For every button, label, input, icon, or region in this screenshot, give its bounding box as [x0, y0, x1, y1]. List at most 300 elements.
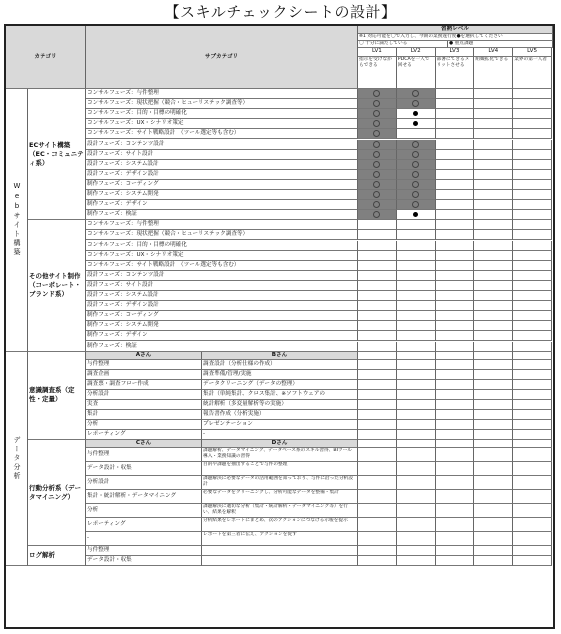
level-cell-lv1[interactable]	[358, 140, 397, 150]
level-cell-lv2[interactable]	[397, 430, 436, 440]
level-cell-lv4[interactable]	[474, 119, 513, 129]
level-cell-lv1[interactable]	[358, 504, 397, 518]
check-circle-icon	[373, 191, 380, 198]
level-cell-lv1[interactable]	[358, 448, 397, 462]
level-cell-lv1[interactable]	[358, 160, 397, 170]
level-cell-lv3[interactable]	[436, 546, 475, 556]
check-circle-icon	[373, 110, 380, 117]
data-row-a: レポーティング	[86, 518, 202, 532]
subcategory-row: コンサルフェーズ：現状把握（競合・ヒューリステック調査等）	[86, 99, 358, 109]
level-cell-lv3[interactable]	[436, 380, 475, 390]
level-cell-lv5[interactable]	[513, 518, 552, 532]
level-cell-lv3[interactable]	[436, 160, 475, 170]
level-cell-lv5[interactable]	[513, 556, 552, 566]
level-cell-lv5[interactable]	[513, 400, 552, 410]
check-circle-icon	[412, 201, 419, 208]
level-cell-lv2[interactable]	[397, 261, 436, 271]
level-cell-lv4[interactable]	[474, 89, 513, 99]
level-cell-lv1[interactable]	[358, 251, 397, 261]
level-cell-lv5[interactable]	[513, 301, 552, 311]
level-cell-lv5[interactable]	[513, 311, 552, 321]
group-label: ログ解析	[28, 546, 86, 566]
level-cell-lv3[interactable]	[436, 556, 475, 566]
level-header-4: LV4	[474, 48, 513, 57]
level-desc-2: PDCAを一人で回せる	[397, 57, 436, 89]
level-cell-lv4[interactable]	[474, 410, 513, 420]
level-cell-lv5[interactable]	[513, 271, 552, 281]
level-cell-lv1[interactable]	[358, 440, 397, 448]
data-row-a: 与件整理	[86, 546, 202, 556]
level-cell-lv2[interactable]	[397, 251, 436, 261]
level-cell-lv4[interactable]	[474, 210, 513, 220]
level-cell-lv5[interactable]	[513, 331, 552, 341]
level-cell-lv1[interactable]	[358, 400, 397, 410]
level-cell-lv3[interactable]	[436, 532, 475, 546]
level-cell-lv2[interactable]	[397, 546, 436, 556]
level-cell-lv4[interactable]	[474, 490, 513, 504]
legend-circle: 〇 十分に満たしている	[358, 41, 448, 48]
level-cell-lv1[interactable]	[358, 261, 397, 271]
level-cell-lv4[interactable]	[474, 311, 513, 321]
level-cell-lv5[interactable]	[513, 180, 552, 190]
level-cell-lv5[interactable]	[513, 532, 552, 546]
group-label: 行動分析系（データマイニング）	[28, 440, 86, 545]
level-cell-lv4[interactable]	[474, 556, 513, 566]
level-instruction: ※1 対応可能を〇で入力し、今期の業務遂行度●を選択してください	[358, 34, 553, 41]
level-cell-lv3[interactable]	[436, 170, 475, 180]
level-cell-lv1[interactable]	[358, 546, 397, 556]
subcategory-header: サブカテゴリ	[86, 26, 358, 89]
level-cell-lv3[interactable]	[436, 342, 475, 352]
level-cell-lv1[interactable]	[358, 220, 397, 230]
level-cell-lv5[interactable]	[513, 99, 552, 109]
level-cell-lv5[interactable]	[513, 261, 552, 271]
data-row-a: 分析	[86, 420, 202, 430]
level-cell-lv1[interactable]	[358, 342, 397, 352]
level-cell-lv4[interactable]	[474, 420, 513, 430]
level-cell-lv3[interactable]	[436, 140, 475, 150]
priority-dot-icon	[413, 212, 418, 217]
check-circle-icon	[373, 181, 380, 188]
level-cell-lv4[interactable]	[474, 190, 513, 200]
level-cell-lv2[interactable]	[397, 129, 436, 139]
level-cell-lv3[interactable]	[436, 210, 475, 220]
level-cell-lv1[interactable]	[358, 420, 397, 430]
level-cell-lv5[interactable]	[513, 476, 552, 490]
subcategory-row: コンサルフェーズ：与件整理	[86, 89, 358, 99]
group-label: 意識調査系（定性・定量）	[28, 352, 86, 441]
data-row-a: 調査企画	[86, 370, 202, 380]
level-cell-lv4[interactable]	[474, 140, 513, 150]
data-row-a: 調査票・調査フロー作成	[86, 380, 202, 390]
level-cell-lv5[interactable]	[513, 170, 552, 180]
level-cell-lv3[interactable]	[436, 301, 475, 311]
level-cell-lv3[interactable]	[436, 99, 475, 109]
subcategory-row: コンサルフェーズ：UX・シナリオ策定	[86, 119, 358, 129]
level-cell-lv4[interactable]	[474, 230, 513, 240]
subcategory-row: 制作フェーズ：検証	[86, 210, 358, 220]
level-cell-lv3[interactable]	[436, 311, 475, 321]
level-cell-lv3[interactable]	[436, 360, 475, 370]
level-cell-lv5[interactable]	[513, 370, 552, 380]
level-cell-lv1[interactable]	[358, 321, 397, 331]
level-cell-lv1[interactable]	[358, 352, 397, 360]
data-row-b: 課題解決に必要なデータの活用範囲を知っており、与件に沿った分析設計	[202, 476, 358, 490]
data-row-a: 分析設計	[86, 390, 202, 400]
level-cell-lv1[interactable]	[358, 380, 397, 390]
level-cell-lv5[interactable]	[513, 140, 552, 150]
level-cell-lv5[interactable]	[513, 546, 552, 556]
check-circle-icon	[373, 120, 380, 127]
level-cell-lv2[interactable]	[397, 400, 436, 410]
level-cell-lv5[interactable]	[513, 281, 552, 291]
level-cell-lv4[interactable]	[474, 220, 513, 230]
level-cell-lv3[interactable]	[436, 400, 475, 410]
level-header-5: LV5	[513, 48, 552, 57]
level-cell-lv1[interactable]	[358, 311, 397, 321]
page-title: 【スキルチェックシートの設計】	[164, 3, 397, 21]
data-row-a: データ設計・収集	[86, 462, 202, 476]
level-cell-lv3[interactable]	[436, 420, 475, 430]
level-cell-lv1[interactable]	[358, 230, 397, 240]
level-cell-lv3[interactable]	[436, 462, 475, 476]
level-cell-lv4[interactable]	[474, 170, 513, 180]
level-cell-lv5[interactable]	[513, 241, 552, 251]
priority-dot-icon	[413, 121, 418, 126]
level-cell-lv5[interactable]	[513, 360, 552, 370]
level-cell-lv4[interactable]	[474, 331, 513, 341]
level-cell-lv4[interactable]	[474, 342, 513, 352]
level-cell-lv2[interactable]	[397, 311, 436, 321]
level-cell-lv3[interactable]	[436, 331, 475, 341]
level-cell-lv5[interactable]	[513, 390, 552, 400]
level-cell-lv2[interactable]	[397, 89, 436, 99]
data-row-b: 調査設計（分析仕様の作成）	[202, 360, 358, 370]
level-cell-lv2[interactable]	[397, 291, 436, 301]
data-row-a: 分析	[86, 504, 202, 518]
level-cell-lv5[interactable]	[513, 129, 552, 139]
level-cell-lv4[interactable]	[474, 271, 513, 281]
level-cell-lv2[interactable]	[397, 342, 436, 352]
level-header-1: LV1	[358, 48, 397, 57]
level-cell-lv1[interactable]	[358, 430, 397, 440]
level-cell-lv3[interactable]	[436, 410, 475, 420]
level-cell-lv3[interactable]	[436, 220, 475, 230]
level-cell-lv1[interactable]	[358, 462, 397, 476]
level-cell-lv4[interactable]	[474, 321, 513, 331]
level-cell-lv5[interactable]	[513, 321, 552, 331]
level-cell-lv2[interactable]	[397, 160, 436, 170]
level-cell-lv2[interactable]	[397, 200, 436, 210]
subcategory-row: 設計フェーズ：サイト設計	[86, 150, 358, 160]
level-cell-lv3[interactable]	[436, 271, 475, 281]
level-cell-lv1[interactable]	[358, 490, 397, 504]
level-cell-lv4[interactable]	[474, 518, 513, 532]
level-cell-lv4[interactable]	[474, 251, 513, 261]
level-cell-lv3[interactable]	[436, 390, 475, 400]
level-cell-lv5[interactable]	[513, 89, 552, 99]
level-cell-lv1[interactable]	[358, 200, 397, 210]
level-cell-lv4[interactable]	[474, 261, 513, 271]
level-cell-lv5[interactable]	[513, 210, 552, 220]
level-cell-lv1[interactable]	[358, 291, 397, 301]
level-cell-lv2[interactable]	[397, 390, 436, 400]
data-row-a: 与件整理	[86, 360, 202, 370]
level-cell-lv3[interactable]	[436, 230, 475, 240]
level-cell-lv2[interactable]	[397, 170, 436, 180]
level-cell-lv1[interactable]	[358, 360, 397, 370]
level-cell-lv1[interactable]	[358, 301, 397, 311]
level-header-2: LV2	[397, 48, 436, 57]
subcategory-row: コンサルフェーズ：目的・目標の明確化	[86, 241, 358, 251]
level-cell-lv2[interactable]	[397, 150, 436, 160]
level-cell-lv5[interactable]	[513, 150, 552, 160]
level-cell-lv5[interactable]	[513, 291, 552, 301]
level-cell-lv4[interactable]	[474, 390, 513, 400]
level-cell-lv3[interactable]	[436, 430, 475, 440]
level-cell-lv4[interactable]	[474, 200, 513, 210]
level-cell-lv2[interactable]	[397, 476, 436, 490]
subcategory-row: 制作フェーズ：システム開発	[86, 321, 358, 331]
column-person-b: Dさん	[202, 440, 358, 448]
level-cell-lv5[interactable]	[513, 342, 552, 352]
subcategory-row: コンサルフェーズ：目的・目標の明確化	[86, 109, 358, 119]
level-cell-lv4[interactable]	[474, 241, 513, 251]
level-cell-lv3[interactable]	[436, 200, 475, 210]
level-cell-lv2[interactable]	[397, 210, 436, 220]
level-cell-lv2[interactable]	[397, 556, 436, 566]
level-cell-lv2[interactable]	[397, 109, 436, 119]
level-desc-5: 業界の第一人者	[513, 57, 552, 89]
level-cell-lv2[interactable]	[397, 352, 436, 360]
level-cell-lv1[interactable]	[358, 370, 397, 380]
level-cell-lv5[interactable]	[513, 251, 552, 261]
level-cell-lv4[interactable]	[474, 546, 513, 556]
level-cell-lv2[interactable]	[397, 331, 436, 341]
data-row-a: 実査	[86, 400, 202, 410]
level-cell-lv5[interactable]	[513, 462, 552, 476]
level-cell-lv4[interactable]	[474, 150, 513, 160]
subcategory-row: 設計フェーズ：コンテンツ設計	[86, 140, 358, 150]
level-cell-lv5[interactable]	[513, 504, 552, 518]
web-category-text: Webサイト構築	[13, 182, 21, 258]
level-cell-lv1[interactable]	[358, 532, 397, 546]
data-row-b: 目的や課題を抽出することで与件の整理	[202, 462, 358, 476]
group-label: ECサイト構築（EC・コミュニティ系）	[28, 89, 86, 220]
subcategory-row: コンサルフェーズ：UX・シナリオ策定	[86, 251, 358, 261]
data-row-b: 課題解析、データマイニング、データベース系のスキル習得、BIツール導入・業務知識の習得	[202, 448, 358, 462]
level-cell-lv5[interactable]	[513, 230, 552, 240]
subcategory-row: 設計フェーズ：デザイン設計	[86, 170, 358, 180]
level-cell-lv3[interactable]	[436, 518, 475, 532]
subcategory-row: 制作フェーズ：検証	[86, 342, 358, 352]
level-cell-lv1[interactable]	[358, 109, 397, 119]
level-cell-lv4[interactable]	[474, 440, 513, 448]
level-cell-lv2[interactable]	[397, 301, 436, 311]
level-cell-lv1[interactable]	[358, 556, 397, 566]
level-cell-lv5[interactable]	[513, 430, 552, 440]
check-circle-icon	[412, 161, 419, 168]
level-cell-lv2[interactable]	[397, 220, 436, 230]
level-cell-lv4[interactable]	[474, 504, 513, 518]
level-cell-lv3[interactable]	[436, 370, 475, 380]
level-desc-1: 指示を受けながらできる	[358, 57, 397, 89]
level-cell-lv1[interactable]	[358, 190, 397, 200]
level-cell-lv1[interactable]	[358, 281, 397, 291]
level-cell-lv4[interactable]	[474, 301, 513, 311]
level-cell-lv1[interactable]	[358, 150, 397, 160]
level-cell-lv3[interactable]	[436, 251, 475, 261]
level-cell-lv4[interactable]	[474, 448, 513, 462]
level-cell-lv3[interactable]	[436, 448, 475, 462]
level-cell-lv5[interactable]	[513, 160, 552, 170]
level-cell-lv3[interactable]	[436, 129, 475, 139]
level-cell-lv5[interactable]	[513, 200, 552, 210]
level-cell-lv3[interactable]	[436, 490, 475, 504]
level-cell-lv3[interactable]	[436, 190, 475, 200]
level-cell-lv4[interactable]	[474, 462, 513, 476]
level-cell-lv1[interactable]	[358, 119, 397, 129]
level-cell-lv1[interactable]	[358, 518, 397, 532]
level-cell-lv4[interactable]	[474, 99, 513, 109]
level-cell-lv4[interactable]	[474, 400, 513, 410]
subcategory-row: 制作フェーズ：システム開発	[86, 190, 358, 200]
check-circle-icon	[373, 141, 380, 148]
level-cell-lv2[interactable]	[397, 410, 436, 420]
level-cell-lv3[interactable]	[436, 440, 475, 448]
data-category-label	[6, 352, 28, 567]
level-cell-lv2[interactable]	[397, 504, 436, 518]
level-cell-lv3[interactable]	[436, 241, 475, 251]
level-cell-lv4[interactable]	[474, 476, 513, 490]
level-cell-lv2[interactable]	[397, 321, 436, 331]
check-circle-icon	[412, 141, 419, 148]
level-cell-lv4[interactable]	[474, 430, 513, 440]
level-cell-lv2[interactable]	[397, 241, 436, 251]
level-cell-lv1[interactable]	[358, 129, 397, 139]
level-cell-lv3[interactable]	[436, 180, 475, 190]
level-cell-lv1[interactable]	[358, 170, 397, 180]
level-cell-lv3[interactable]	[436, 261, 475, 271]
level-cell-lv1[interactable]	[358, 331, 397, 341]
level-cell-lv3[interactable]	[436, 89, 475, 99]
level-cell-lv2[interactable]	[397, 180, 436, 190]
level-cell-lv2[interactable]	[397, 420, 436, 430]
level-cell-lv1[interactable]	[358, 476, 397, 490]
level-cell-lv2[interactable]	[397, 140, 436, 150]
level-cell-lv5[interactable]	[513, 440, 552, 448]
level-desc-4: 組織拡化できる	[474, 57, 513, 89]
level-cell-lv3[interactable]	[436, 321, 475, 331]
level-cell-lv2[interactable]	[397, 119, 436, 129]
level-cell-lv4[interactable]	[474, 532, 513, 546]
level-cell-lv3[interactable]	[436, 109, 475, 119]
subcategory-row: 設計フェーズ：コンテンツ設計	[86, 271, 358, 281]
level-cell-lv3[interactable]	[436, 291, 475, 301]
check-circle-icon	[373, 100, 380, 107]
level-cell-lv3[interactable]	[436, 504, 475, 518]
level-cell-lv4[interactable]	[474, 160, 513, 170]
subcategory-row: コンサルフェーズ：与件整理	[86, 220, 358, 230]
level-cell-lv2[interactable]	[397, 370, 436, 380]
check-circle-icon	[412, 191, 419, 198]
level-cell-lv3[interactable]	[436, 476, 475, 490]
level-cell-lv3[interactable]	[436, 281, 475, 291]
level-cell-lv2[interactable]	[397, 448, 436, 462]
level-header-3: LV3	[436, 48, 475, 57]
level-cell-lv1[interactable]	[358, 390, 397, 400]
level-cell-lv4[interactable]	[474, 370, 513, 380]
check-circle-icon	[373, 201, 380, 208]
data-row-a: 与件整理	[86, 448, 202, 462]
level-cell-lv5[interactable]	[513, 448, 552, 462]
level-cell-lv3[interactable]	[436, 150, 475, 160]
level-cell-lv4[interactable]	[474, 129, 513, 139]
level-cell-lv5[interactable]	[513, 220, 552, 230]
level-desc-3: 部署にてきるメリットさせる	[436, 57, 475, 89]
level-cell-lv2[interactable]	[397, 380, 436, 390]
web-category-label	[6, 89, 28, 352]
check-circle-icon	[412, 171, 419, 178]
level-cell-lv5[interactable]	[513, 352, 552, 360]
subcategory-row: 制作フェーズ：デザイン	[86, 200, 358, 210]
check-circle-icon	[373, 211, 380, 218]
level-cell-lv1[interactable]	[358, 271, 397, 281]
subcategory-row: 設計フェーズ：デザイン設計	[86, 301, 358, 311]
level-cell-lv4[interactable]	[474, 180, 513, 190]
level-cell-lv2[interactable]	[397, 518, 436, 532]
data-row-a: レポーティング	[86, 430, 202, 440]
level-cell-lv4[interactable]	[474, 352, 513, 360]
level-cell-lv2[interactable]	[397, 281, 436, 291]
level-cell-lv1[interactable]	[358, 99, 397, 109]
level-cell-lv5[interactable]	[513, 380, 552, 390]
level-cell-lv2[interactable]	[397, 230, 436, 240]
level-cell-lv5[interactable]	[513, 119, 552, 129]
level-cell-lv1[interactable]	[358, 241, 397, 251]
level-cell-lv5[interactable]	[513, 490, 552, 504]
level-cell-lv2[interactable]	[397, 360, 436, 370]
level-cell-lv2[interactable]	[397, 490, 436, 504]
level-cell-lv5[interactable]	[513, 410, 552, 420]
level-cell-lv5[interactable]	[513, 109, 552, 119]
level-cell-lv4[interactable]	[474, 380, 513, 390]
level-cell-lv2[interactable]	[397, 462, 436, 476]
level-cell-lv1[interactable]	[358, 410, 397, 420]
level-cell-lv1[interactable]	[358, 210, 397, 220]
level-cell-lv5[interactable]	[513, 420, 552, 430]
level-cell-lv3[interactable]	[436, 119, 475, 129]
level-cell-lv2[interactable]	[397, 532, 436, 546]
level-cell-lv1[interactable]	[358, 89, 397, 99]
level-cell-lv2[interactable]	[397, 99, 436, 109]
data-row-a: -	[86, 532, 202, 546]
level-cell-lv4[interactable]	[474, 291, 513, 301]
level-cell-lv2[interactable]	[397, 271, 436, 281]
level-cell-lv1[interactable]	[358, 180, 397, 190]
level-cell-lv4[interactable]	[474, 109, 513, 119]
level-cell-lv5[interactable]	[513, 190, 552, 200]
level-cell-lv3[interactable]	[436, 352, 475, 360]
subcategory-row: 制作フェーズ：コーディング	[86, 180, 358, 190]
level-cell-lv4[interactable]	[474, 360, 513, 370]
level-cell-lv2[interactable]	[397, 440, 436, 448]
subcategory-row: 設計フェーズ：システム設計	[86, 291, 358, 301]
data-row-b: -	[202, 430, 358, 440]
level-cell-lv2[interactable]	[397, 190, 436, 200]
level-cell-lv4[interactable]	[474, 281, 513, 291]
data-row-b	[202, 556, 358, 566]
